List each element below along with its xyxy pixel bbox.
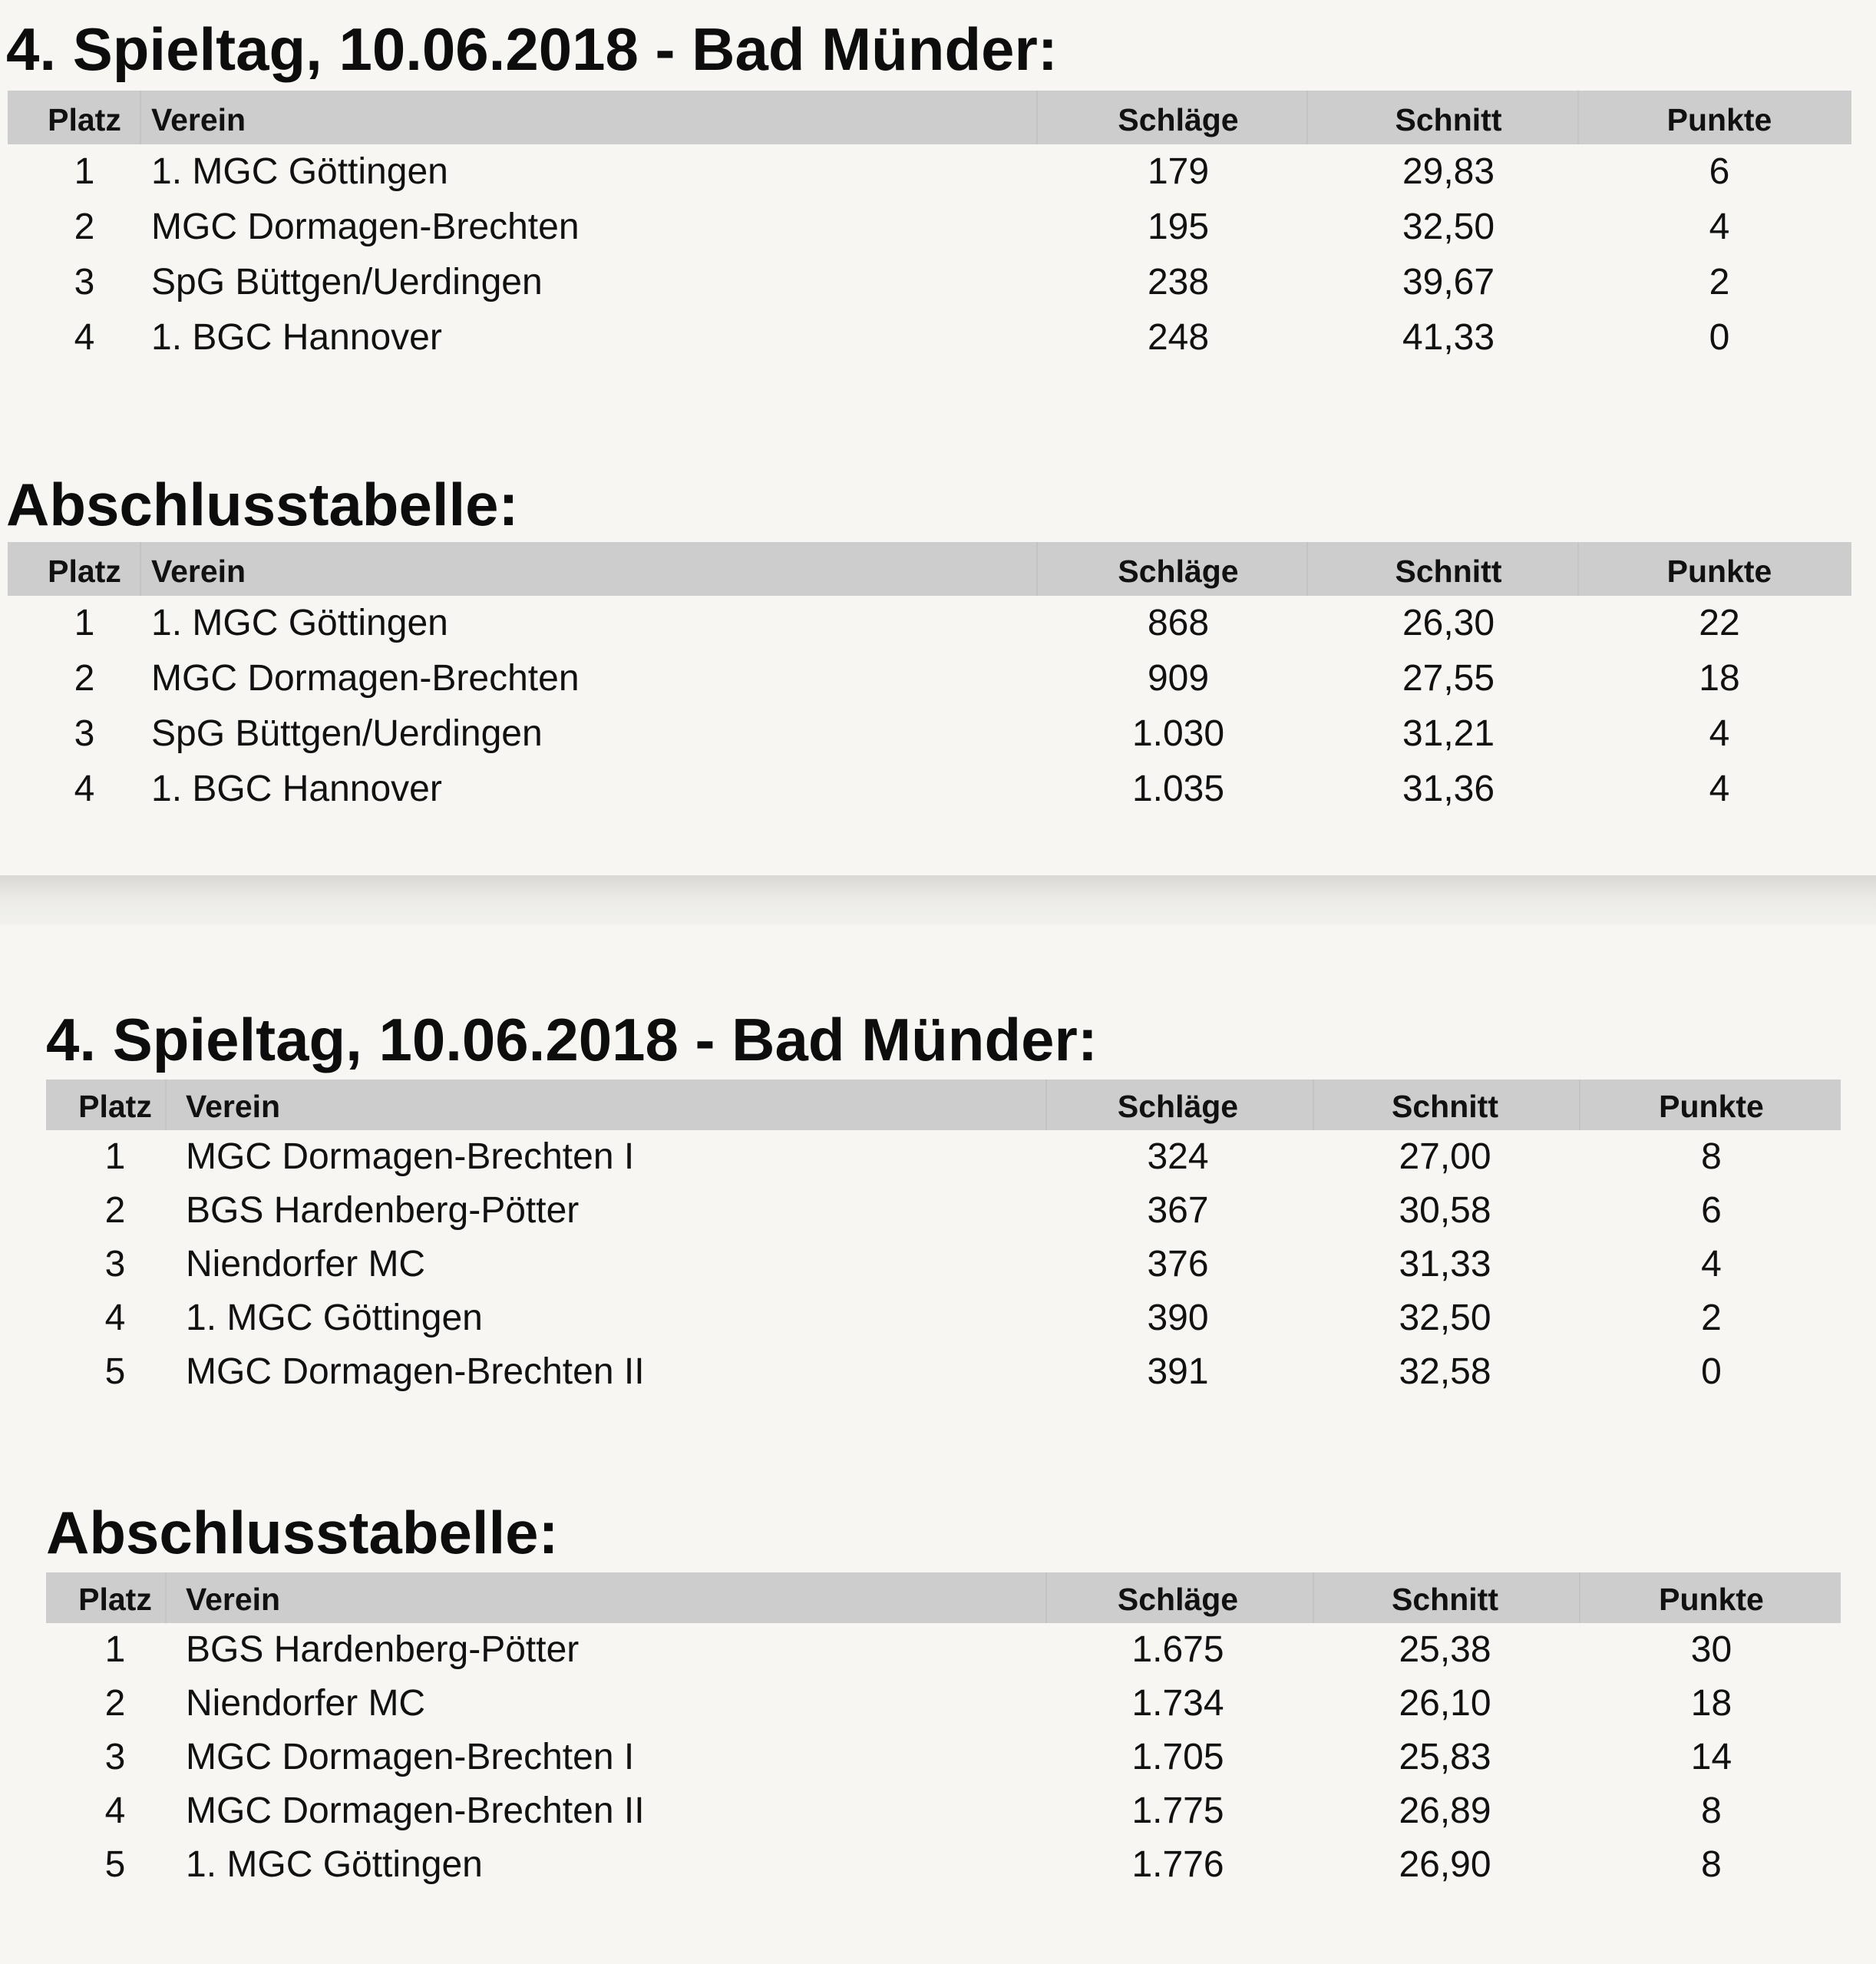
cell-schlaege: 1.675 (1131, 1629, 1224, 1670)
cell-platz: 2 (74, 658, 95, 699)
abschluss-table (46, 1572, 1841, 1885)
cell-schnitt: 26,10 (1399, 1683, 1491, 1724)
cell-platz: 1 (104, 1136, 126, 1177)
abschluss-title: Abschlusstabelle: (6, 471, 519, 538)
cell-verein: MGC Dormagen-Brechten I (186, 1737, 635, 1777)
cell-punkte: 6 (1701, 1190, 1722, 1231)
cell-verein: BGS Hardenberg-Pötter (186, 1629, 580, 1670)
header-platz: Platz (48, 102, 121, 137)
header-schlaege: Schläge (1117, 1089, 1239, 1124)
header-punkte: Punkte (1666, 554, 1772, 589)
cell-schnitt: 27,55 (1402, 658, 1495, 699)
cell-platz: 2 (104, 1190, 126, 1231)
cell-schlaege: 324 (1147, 1136, 1209, 1177)
header-punkte: Punkte (1659, 1582, 1764, 1617)
panel-separator (0, 875, 1876, 925)
cell-schlaege: 1.705 (1131, 1737, 1224, 1777)
cell-schnitt: 30,58 (1399, 1190, 1491, 1231)
cell-verein: 1. BGC Hannover (151, 317, 442, 358)
cell-schnitt: 31,33 (1399, 1244, 1491, 1285)
screenshot-panel-top (0, 0, 1876, 875)
cell-schlaege: 868 (1147, 603, 1210, 643)
cell-platz: 4 (104, 1790, 126, 1831)
cell-schlaege: 1.734 (1131, 1683, 1224, 1724)
cell-schnitt: 32,58 (1399, 1351, 1491, 1392)
spieltag-table (8, 91, 1851, 367)
cell-verein: BGS Hardenberg-Pötter (186, 1190, 580, 1231)
cell-punkte: 4 (1701, 1244, 1722, 1285)
cell-platz: 2 (74, 207, 95, 247)
table-header (46, 1572, 1841, 1623)
header-punkte: Punkte (1666, 102, 1772, 137)
header-verein: Verein (151, 554, 246, 589)
header-divider (140, 91, 141, 144)
cell-schnitt: 26,90 (1399, 1844, 1491, 1885)
table-header (8, 542, 1851, 596)
cell-verein: 1. MGC Göttingen (151, 603, 448, 643)
header-platz: Platz (78, 1582, 152, 1617)
cell-verein: MGC Dormagen-Brechten (151, 207, 580, 247)
header-schnitt: Schnitt (1395, 102, 1502, 137)
header-schlaege: Schläge (1118, 102, 1239, 137)
screenshot-panel-bottom (0, 925, 1876, 1964)
cell-schnitt: 31,36 (1402, 769, 1495, 809)
cell-schnitt: 29,83 (1402, 151, 1495, 192)
header-verein: Verein (186, 1089, 281, 1124)
cell-platz: 1 (74, 151, 95, 192)
cell-punkte: 2 (1701, 1298, 1722, 1338)
cell-schnitt: 25,83 (1399, 1737, 1491, 1777)
header-punkte: Punkte (1659, 1089, 1764, 1124)
cell-punkte: 0 (1709, 317, 1730, 358)
cell-schnitt: 27,00 (1399, 1136, 1491, 1177)
cell-schnitt: 41,33 (1402, 317, 1495, 358)
cell-punkte: 2 (1709, 262, 1730, 303)
cell-punkte: 4 (1709, 207, 1730, 247)
cell-platz: 5 (104, 1351, 126, 1392)
cell-schnitt: 32,50 (1399, 1298, 1491, 1338)
cell-punkte: 22 (1699, 603, 1740, 643)
table-header (46, 1080, 1841, 1130)
cell-platz: 4 (104, 1298, 126, 1338)
cell-platz: 4 (74, 317, 95, 358)
cell-verein: Niendorfer MC (186, 1683, 426, 1724)
cell-punkte: 4 (1709, 713, 1730, 754)
cell-schlaege: 238 (1147, 262, 1210, 303)
cell-verein: 1. MGC Göttingen (186, 1298, 483, 1338)
cell-punkte: 8 (1701, 1790, 1722, 1831)
cell-punkte: 14 (1690, 1737, 1732, 1777)
header-divider (165, 1572, 167, 1623)
spieltag-table (46, 1080, 1841, 1392)
cell-schlaege: 391 (1147, 1351, 1209, 1392)
header-schnitt: Schnitt (1392, 1089, 1498, 1124)
cell-schlaege: 179 (1147, 151, 1210, 192)
cell-schlaege: 1.030 (1131, 713, 1225, 754)
cell-schlaege: 376 (1147, 1244, 1209, 1285)
cell-platz: 3 (104, 1244, 126, 1285)
header-schlaege: Schläge (1117, 1582, 1239, 1617)
table-header (8, 91, 1851, 144)
cell-platz: 1 (104, 1629, 126, 1670)
cell-verein: 1. MGC Göttingen (186, 1844, 483, 1885)
cell-schlaege: 248 (1147, 317, 1210, 358)
cell-schlaege: 1.775 (1131, 1790, 1224, 1831)
cell-verein: 1. BGC Hannover (151, 769, 442, 809)
cell-schlaege: 195 (1147, 207, 1210, 247)
cell-platz: 3 (104, 1737, 126, 1777)
cell-verein: Niendorfer MC (186, 1244, 426, 1285)
cell-schlaege: 1.776 (1131, 1844, 1224, 1885)
cell-schnitt: 26,30 (1402, 603, 1495, 643)
cell-punkte: 8 (1701, 1844, 1722, 1885)
spieltag-title: 4. Spieltag, 10.06.2018 - Bad Münder: (46, 1006, 1098, 1073)
cell-platz: 1 (74, 603, 95, 643)
cell-verein: MGC Dormagen-Brechten II (186, 1790, 645, 1831)
header-verein: Verein (186, 1582, 281, 1617)
cell-verein: MGC Dormagen-Brechten II (186, 1351, 645, 1392)
header-divider (165, 1080, 167, 1130)
cell-platz: 3 (74, 262, 95, 303)
cell-schnitt: 31,21 (1402, 713, 1495, 754)
cell-verein: SpG Büttgen/Uerdingen (151, 262, 543, 303)
header-schlaege: Schläge (1118, 554, 1239, 589)
header-platz: Platz (48, 554, 121, 589)
header-platz: Platz (78, 1089, 152, 1124)
cell-punkte: 30 (1690, 1629, 1732, 1670)
cell-verein: MGC Dormagen-Brechten I (186, 1136, 635, 1177)
cell-schnitt: 26,89 (1399, 1790, 1491, 1831)
cell-punkte: 8 (1701, 1136, 1722, 1177)
cell-platz: 3 (74, 713, 95, 754)
abschluss-table (8, 542, 1851, 818)
abschluss-title: Abschlusstabelle: (46, 1499, 559, 1566)
cell-platz: 2 (104, 1683, 126, 1724)
cell-schnitt: 32,50 (1402, 207, 1495, 247)
cell-schlaege: 390 (1147, 1298, 1209, 1338)
cell-platz: 4 (74, 769, 95, 809)
header-verein: Verein (151, 102, 246, 137)
cell-punkte: 4 (1709, 769, 1730, 809)
cell-punkte: 0 (1701, 1351, 1722, 1392)
cell-schlaege: 367 (1147, 1190, 1209, 1231)
cell-punkte: 18 (1699, 658, 1740, 699)
cell-punkte: 18 (1690, 1683, 1732, 1724)
cell-schlaege: 909 (1147, 658, 1210, 699)
cell-verein: 1. MGC Göttingen (151, 151, 448, 192)
spieltag-title: 4. Spieltag, 10.06.2018 - Bad Münder: (6, 15, 1058, 83)
header-schnitt: Schnitt (1395, 554, 1502, 589)
cell-verein: MGC Dormagen-Brechten (151, 658, 580, 699)
cell-verein: SpG Büttgen/Uerdingen (151, 713, 543, 754)
cell-punkte: 6 (1709, 151, 1730, 192)
cell-schnitt: 39,67 (1402, 262, 1495, 303)
cell-schnitt: 25,38 (1399, 1629, 1491, 1670)
cell-schlaege: 1.035 (1131, 769, 1225, 809)
cell-platz: 5 (104, 1844, 126, 1885)
header-schnitt: Schnitt (1392, 1582, 1498, 1617)
header-divider (140, 542, 141, 596)
